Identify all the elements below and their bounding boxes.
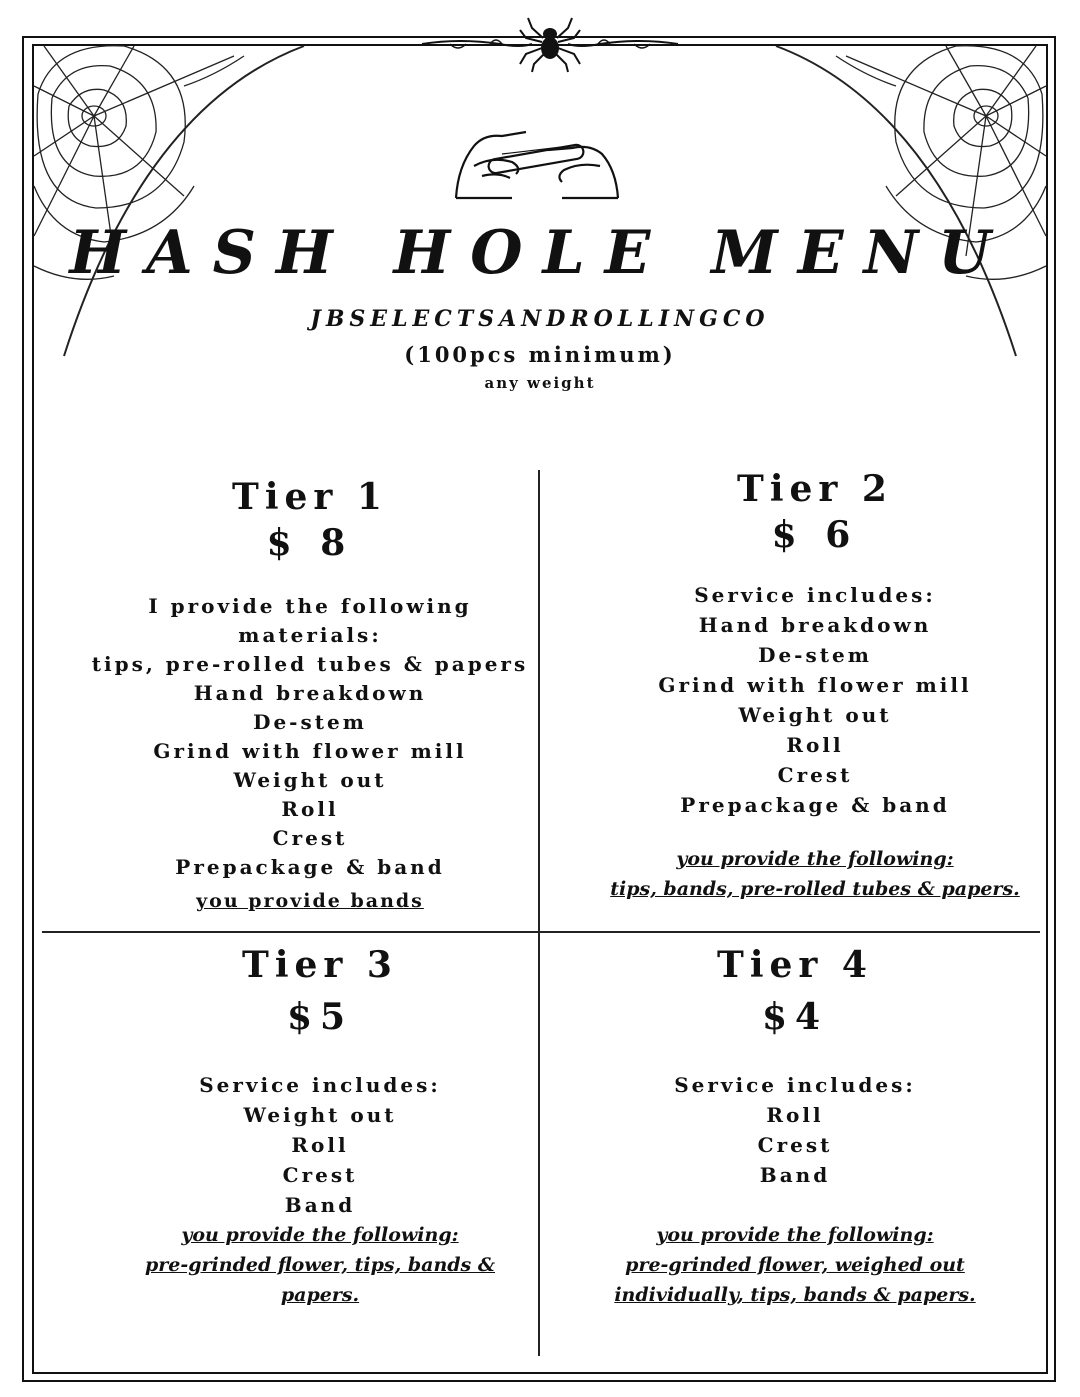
service-item: Prepackage & band (175, 855, 445, 879)
service-item: De-stem (758, 643, 872, 667)
tier-3-section (70, 940, 570, 1310)
service-item: Roll (281, 797, 339, 821)
customer-provides-note: individually, tips, bands & papers. (614, 1284, 976, 1306)
service-item: Weight out (233, 768, 387, 792)
page-title: HASH HOLE MENU (69, 218, 1011, 288)
tier-price: $4 (761, 996, 829, 1038)
tier-name: Tier 2 (737, 468, 893, 510)
tier-price: $ 8 (266, 522, 354, 564)
tier-name: Tier 4 (717, 944, 873, 986)
service-item: Service includes: (694, 583, 936, 607)
service-item: tips, pre-rolled tubes & papers (91, 652, 529, 676)
customer-provides-note: you provide the following: (181, 1224, 459, 1246)
service-item: Crest (272, 826, 348, 850)
service-item: Weight out (243, 1103, 397, 1127)
service-item: Crest (777, 763, 853, 787)
tier-4-section (545, 940, 1045, 1310)
service-item: Band (284, 1193, 356, 1217)
service-item: Weight out (738, 703, 892, 727)
service-item: Roll (786, 733, 844, 757)
customer-provides-note: pre-grinded flower, tips, bands & (144, 1254, 496, 1276)
customer-provides-note: pre-grinded flower, weighed out (625, 1254, 965, 1276)
service-item: Crest (282, 1163, 358, 1187)
service-item: Grind with flower mill (153, 739, 467, 763)
company-name: JBSELECTSANDROLLINGCO (310, 306, 770, 332)
tier-1-section (60, 474, 560, 916)
service-item: Band (759, 1163, 831, 1187)
service-item: Roll (291, 1133, 349, 1157)
service-item: Roll (766, 1103, 824, 1127)
service-item: Crest (757, 1133, 833, 1157)
tier-price: $ 6 (771, 514, 859, 556)
tier-name: Tier 3 (242, 944, 398, 986)
tier-2-section (560, 466, 1070, 904)
tier-price: $5 (286, 996, 354, 1038)
service-item: Hand breakdown (698, 613, 932, 637)
customer-provides-note: papers. (280, 1284, 360, 1306)
service-item: Service includes: (674, 1073, 916, 1097)
service-item: materials: (238, 623, 382, 647)
service-item: De-stem (253, 710, 367, 734)
hands-rolling-icon (452, 126, 622, 202)
service-item: I provide the following (148, 594, 472, 618)
customer-provides-note: tips, bands, pre-rolled tubes & papers. (610, 878, 1020, 900)
customer-provides-note: you provide the following: (656, 1224, 934, 1246)
tier-name: Tier 1 (232, 476, 388, 518)
service-item: Grind with flower mill (658, 673, 972, 697)
spider-icon (420, 14, 680, 74)
customer-provides-note: you provide bands (196, 890, 424, 912)
weight-note: any weight (484, 374, 596, 392)
service-item: Prepackage & band (680, 793, 950, 817)
minimum-note: (100pcs minimum) (404, 342, 676, 367)
horizontal-divider (42, 931, 1040, 933)
service-item: Hand breakdown (193, 681, 427, 705)
customer-provides-note: you provide the following: (676, 848, 954, 870)
service-item: Service includes: (199, 1073, 441, 1097)
